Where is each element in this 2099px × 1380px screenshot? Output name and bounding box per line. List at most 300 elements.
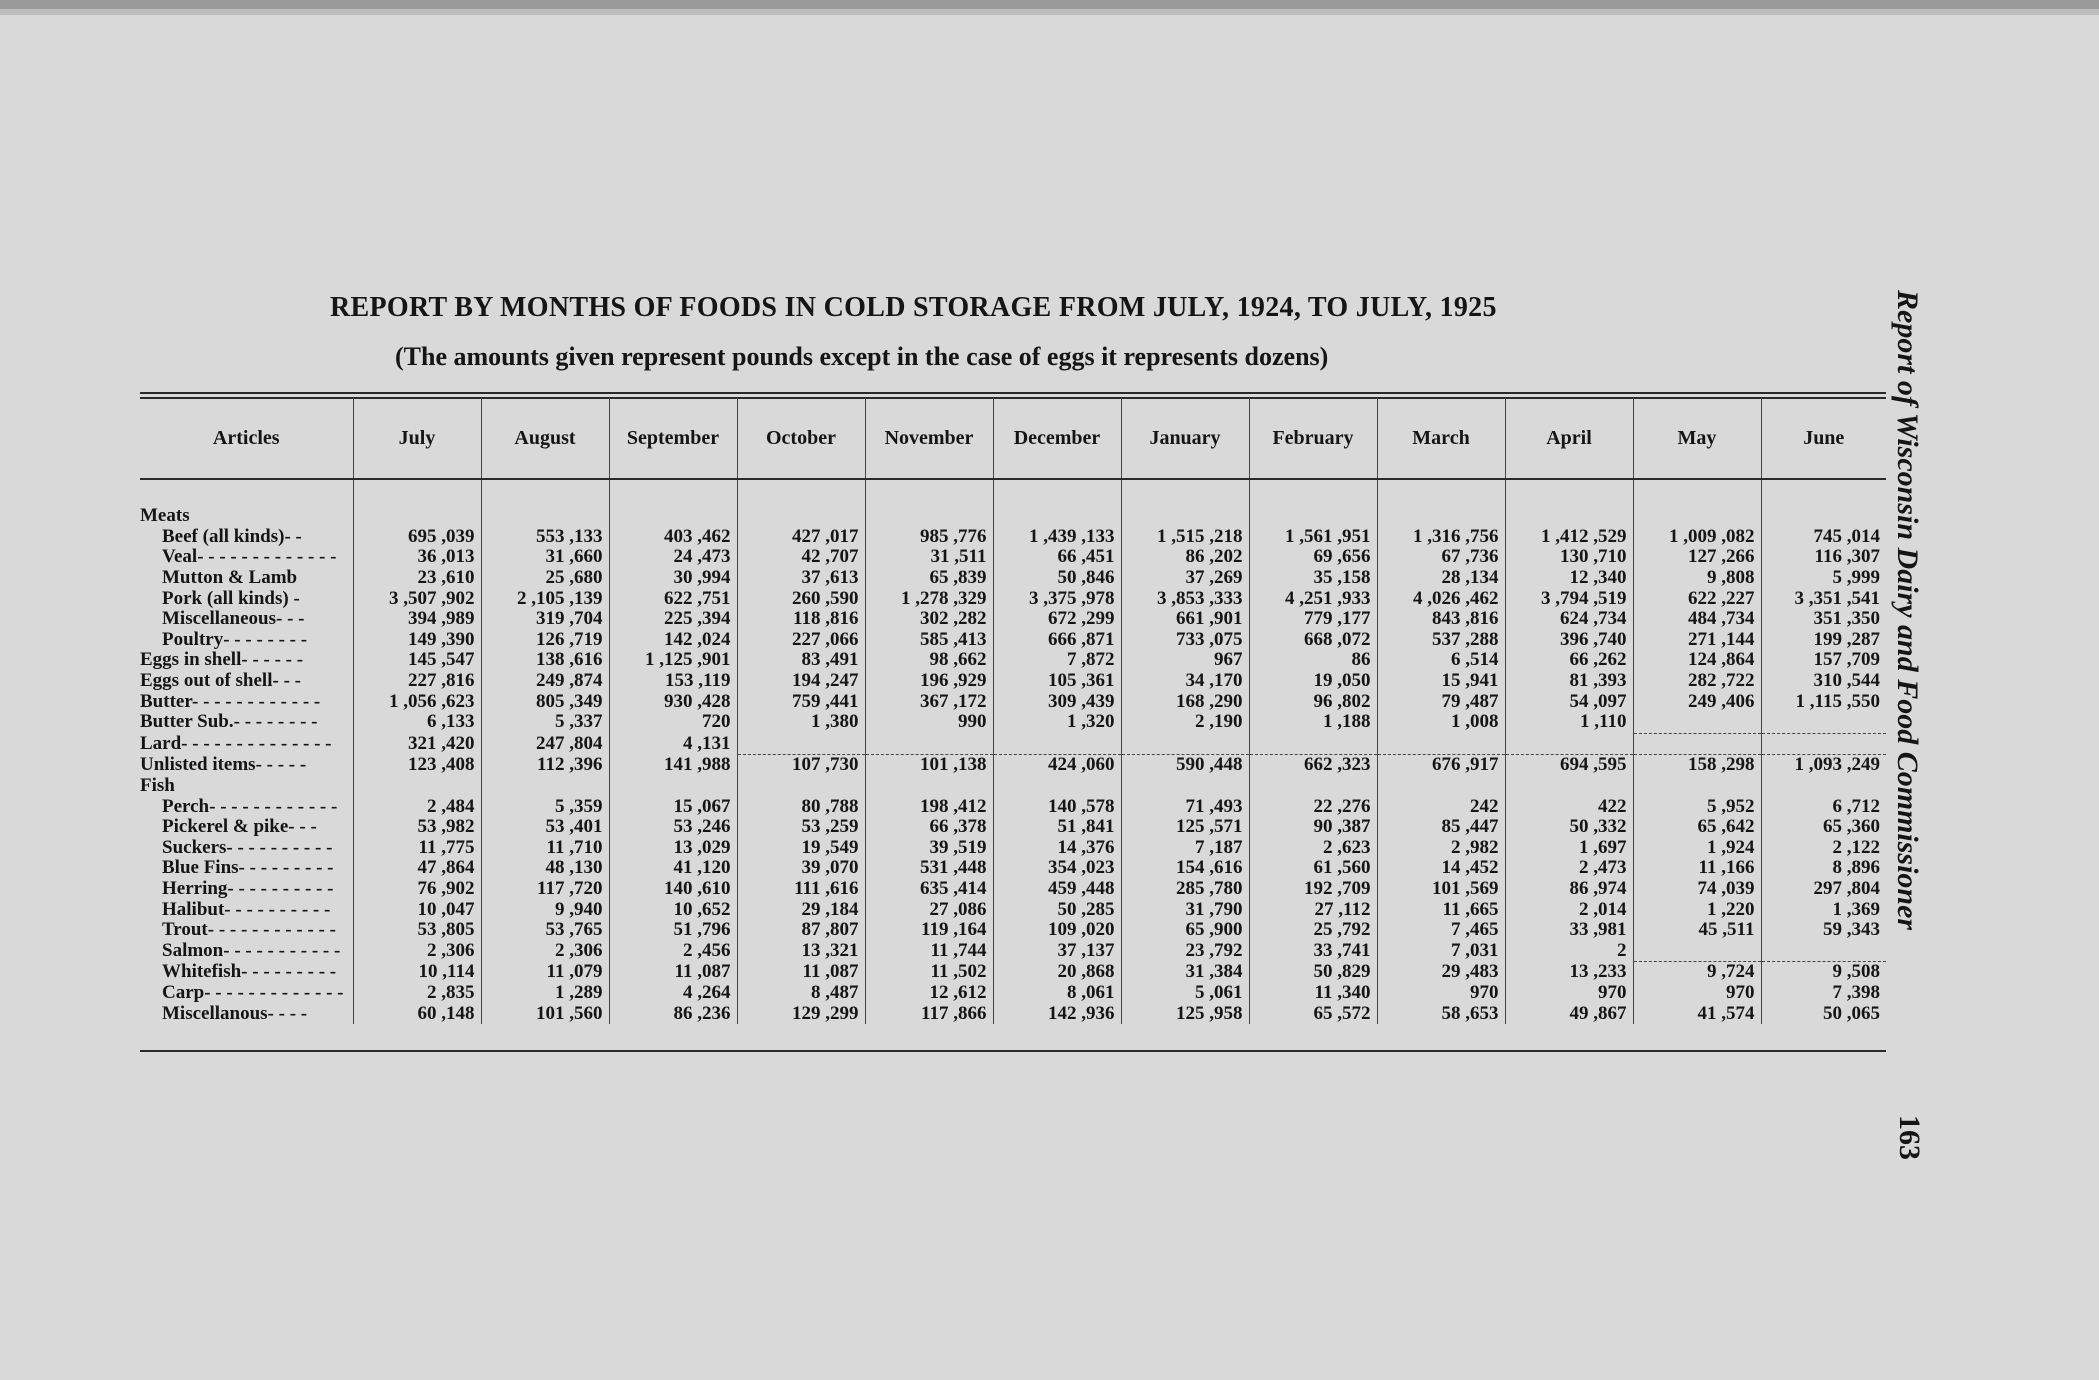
table-cell <box>1121 733 1249 755</box>
row-label: Herring- - - - - - - - - - <box>140 879 353 900</box>
table-cell: 1 ,380 <box>737 712 865 733</box>
table-cell: 11 ,744 <box>865 940 993 961</box>
header-may: May <box>1633 398 1761 479</box>
table-cell: 227 ,066 <box>737 630 865 651</box>
table-cell: 8 ,061 <box>993 983 1121 1004</box>
table-row <box>140 983 1886 1004</box>
row-label: Whitefish- - - - - - - - - <box>140 962 353 983</box>
table-cell: 2 ,105 ,139 <box>481 588 609 609</box>
table-cell: 65 ,642 <box>1633 817 1761 838</box>
table-cell: 96 ,802 <box>1249 691 1377 712</box>
table-cell: 37 ,269 <box>1121 568 1249 589</box>
table-cell: 1 ,188 <box>1249 712 1377 733</box>
row-label: Perch- - - - - - - - - - - - <box>140 796 353 817</box>
table-row <box>140 671 1886 692</box>
table-row <box>140 733 1886 755</box>
table-cell: 67 ,736 <box>1377 547 1505 568</box>
table-cell: 83 ,491 <box>737 650 865 671</box>
row-label: Beef (all kinds)- - <box>140 527 353 548</box>
table-row <box>140 962 1886 983</box>
spacer-row <box>140 479 1886 506</box>
header-september: September <box>609 398 737 479</box>
table-cell: 7 ,872 <box>993 650 1121 671</box>
table-cell: 10 ,047 <box>353 899 481 920</box>
table-cell: 7 ,398 <box>1832 981 1880 1003</box>
table-cell: 27 ,112 <box>1249 899 1377 920</box>
table-cell: 196 ,929 <box>865 671 993 692</box>
table-cell: 4 ,026 ,462 <box>1377 588 1505 609</box>
table-cell: 39 ,070 <box>737 858 865 879</box>
table-row <box>140 1003 1886 1024</box>
table-cell: 2 ,306 <box>353 940 481 961</box>
table-cell: 805 ,349 <box>481 691 609 712</box>
table-cell: 15 ,067 <box>609 796 737 817</box>
table-cell: 61 ,560 <box>1249 858 1377 879</box>
table-cell: 745 ,014 <box>1813 525 1880 547</box>
table-cell: 71 ,493 <box>1121 796 1249 817</box>
table-cell: 11 ,502 <box>865 962 993 983</box>
table-cell: 23 ,792 <box>1121 940 1249 961</box>
table-cell: 1 ,412 ,529 <box>1505 527 1633 548</box>
page-top-edge <box>0 0 2099 9</box>
table-cell: 11 ,087 <box>737 962 865 983</box>
table-cell: 227 ,816 <box>353 671 481 692</box>
table-cell: 247 ,804 <box>481 733 609 755</box>
table-cell: 53 ,982 <box>353 817 481 838</box>
table-cell: 192 ,709 <box>1249 879 1377 900</box>
table-cell: 282 ,722 <box>1633 671 1761 692</box>
table-cell: 53 ,401 <box>481 817 609 838</box>
table-cell: 47 ,864 <box>353 858 481 879</box>
table-cell: 11 ,665 <box>1377 899 1505 920</box>
table-cell: 424 ,060 <box>993 755 1121 776</box>
table-cell: 2 ,190 <box>1121 712 1249 733</box>
table-cell: 396 ,740 <box>1505 630 1633 651</box>
table-row <box>140 568 1886 589</box>
table-cell: 1 ,220 <box>1633 899 1761 920</box>
table-cell: 1 ,697 <box>1505 838 1633 859</box>
table-cell: 694 ,595 <box>1505 755 1633 776</box>
cold-storage-table <box>140 398 1886 1024</box>
table-cell: 69 ,656 <box>1249 547 1377 568</box>
page-number: 163 <box>1893 1115 1926 1160</box>
row-label: Blue Fins- - - - - - - - - <box>140 858 353 879</box>
row-label: Veal- - - - - - - - - - - - - <box>140 547 353 568</box>
table-cell: 86 ,236 <box>609 1003 737 1024</box>
table-cell: 8 ,487 <box>737 983 865 1004</box>
table-cell: 194 ,247 <box>737 671 865 692</box>
table-cell: 48 ,130 <box>481 858 609 879</box>
table-cell: 779 ,177 <box>1249 609 1377 630</box>
table-cell: 158 ,298 <box>1633 755 1761 776</box>
row-label: Suckers- - - - - - - - - - <box>140 838 353 859</box>
table-cell: 1 ,320 <box>993 712 1121 733</box>
table-cell: 666 ,871 <box>993 630 1121 651</box>
table-cell: 2 ,982 <box>1377 838 1505 859</box>
table-cell: 51 ,796 <box>609 920 737 941</box>
table-row <box>140 817 1886 838</box>
table-cell: 3 ,794 ,519 <box>1505 588 1633 609</box>
table-cell: 1 ,561 ,951 <box>1249 527 1377 548</box>
table-cell <box>1761 940 1886 961</box>
table-row <box>140 796 1886 817</box>
table-cell: 168 ,290 <box>1121 691 1249 712</box>
table-cell: 85 ,447 <box>1377 817 1505 838</box>
table-cell: 985 ,776 <box>865 527 993 548</box>
table-cell: 4 ,251 ,933 <box>1249 588 1377 609</box>
table-cell: 36 ,013 <box>353 547 481 568</box>
table-cell: 37 ,613 <box>737 568 865 589</box>
table-cell: 309 ,439 <box>993 691 1121 712</box>
table-cell: 427 ,017 <box>737 527 865 548</box>
table-cell: 930 ,428 <box>609 691 737 712</box>
table-cell: 41 ,574 <box>1633 1003 1761 1024</box>
header-january: January <box>1121 398 1249 479</box>
table-cell: 13 ,233 <box>1505 962 1633 983</box>
table-row <box>140 838 1886 859</box>
header-july: July <box>353 398 481 479</box>
row-label: Pickerel & pike- - - <box>140 817 353 838</box>
bottom-rule <box>140 1050 1886 1052</box>
row-label: Lard- - - - - - - - - - - - - - <box>140 733 353 755</box>
table-cell: 590 ,448 <box>1121 755 1249 776</box>
table-cell: 101 ,138 <box>865 755 993 776</box>
table-cell: 354 ,023 <box>993 858 1121 879</box>
table-cell: 87 ,807 <box>737 920 865 941</box>
table-cell: 733 ,075 <box>1121 630 1249 651</box>
table-cell: 25 ,792 <box>1249 920 1377 941</box>
table-cell: 2 ,122 <box>1832 836 1880 858</box>
table-cell: 98 ,662 <box>865 650 993 671</box>
section-label: Fish <box>140 776 353 797</box>
table-cell: 80 ,788 <box>737 796 865 817</box>
table-cell <box>1633 712 1761 733</box>
row-label: Miscellaneous- - - <box>140 609 353 630</box>
table-cell: 23 ,610 <box>353 568 481 589</box>
table-cell: 11 ,710 <box>481 838 609 859</box>
table-cell: 127 ,266 <box>1633 547 1761 568</box>
table-cell: 45 ,511 <box>1633 920 1761 941</box>
row-label: Trout- - - - - - - - - - - - <box>140 920 353 941</box>
table-cell: 13 ,321 <box>737 940 865 961</box>
table-cell: 157 ,709 <box>1813 649 1880 671</box>
table-cell: 118 ,816 <box>737 609 865 630</box>
table-cell: 50 ,065 <box>1823 1002 1880 1024</box>
table-cell: 126 ,719 <box>481 630 609 651</box>
table-cell: 4 ,264 <box>609 983 737 1004</box>
table-cell: 53 ,246 <box>609 817 737 838</box>
table-cell: 123 ,408 <box>353 755 481 776</box>
table-row <box>140 712 1886 733</box>
table-cell: 117 ,866 <box>865 1003 993 1024</box>
table-cell: 101 ,560 <box>481 1003 609 1024</box>
table-cell: 153 ,119 <box>609 671 737 692</box>
header-august: August <box>481 398 609 479</box>
table-cell: 6 ,712 <box>1832 795 1880 817</box>
table-cell: 2 ,835 <box>353 983 481 1004</box>
table-cell <box>865 733 993 755</box>
table-cell: 321 ,420 <box>353 733 481 755</box>
row-label: Pork (all kinds) - <box>140 588 353 609</box>
table-cell: 53 ,765 <box>481 920 609 941</box>
table-cell: 668 ,072 <box>1249 630 1377 651</box>
table-cell: 140 ,610 <box>609 879 737 900</box>
table-cell: 31 ,660 <box>481 547 609 568</box>
table-cell: 585 ,413 <box>865 630 993 651</box>
row-label: Carp- - - - - - - - - - - - - <box>140 983 353 1004</box>
header-february: February <box>1249 398 1377 479</box>
table-cell: 30 ,994 <box>609 568 737 589</box>
table-row <box>140 858 1886 879</box>
header-april: April <box>1505 398 1633 479</box>
table-cell: 50 ,332 <box>1505 817 1633 838</box>
table-cell: 31 ,790 <box>1121 899 1249 920</box>
table-cell: 65 ,360 <box>1823 816 1880 838</box>
table-cell <box>1761 712 1886 733</box>
table-cell: 695 ,039 <box>353 527 481 548</box>
table-cell: 531 ,448 <box>865 858 993 879</box>
table-cell: 242 <box>1377 796 1505 817</box>
table-cell: 65 ,900 <box>1121 920 1249 941</box>
table-cell: 1 ,093 ,249 <box>1794 754 1880 776</box>
top-double-rule <box>140 392 1886 394</box>
table-cell: 12 ,340 <box>1505 568 1633 589</box>
table-cell <box>1633 940 1761 961</box>
table-cell: 8 ,896 <box>1832 857 1880 879</box>
table-cell: 622 ,751 <box>609 588 737 609</box>
table-cell: 1 ,110 <box>1505 712 1633 733</box>
table-cell: 624 ,734 <box>1505 609 1633 630</box>
table-row <box>140 588 1886 609</box>
table-cell: 50 ,846 <box>993 568 1121 589</box>
table-cell: 105 ,361 <box>993 671 1121 692</box>
table-cell: 74 ,039 <box>1633 879 1761 900</box>
table-cell: 720 <box>609 712 737 733</box>
table-cell: 6 ,133 <box>353 712 481 733</box>
table-cell: 198 ,412 <box>865 796 993 817</box>
table-cell: 51 ,841 <box>993 817 1121 838</box>
table-row <box>140 940 1886 961</box>
table-cell: 1 ,056 ,623 <box>353 691 481 712</box>
table-cell: 101 ,569 <box>1377 879 1505 900</box>
table-cell: 351 ,350 <box>1813 608 1880 630</box>
row-label: Miscellanous- - - - <box>140 1003 353 1024</box>
table-cell: 145 ,547 <box>353 650 481 671</box>
table-cell: 622 ,227 <box>1633 588 1761 609</box>
table-cell: 124 ,864 <box>1633 650 1761 671</box>
table-cell: 109 ,020 <box>993 920 1121 941</box>
table-cell: 31 ,384 <box>1121 962 1249 983</box>
table-cell: 66 ,378 <box>865 817 993 838</box>
row-label: Butter- - - - - - - - - - - - <box>140 691 353 712</box>
table-cell: 111 ,616 <box>737 879 865 900</box>
table-row <box>140 630 1886 651</box>
table-cell: 25 ,680 <box>481 568 609 589</box>
table-cell: 34 ,170 <box>1121 671 1249 692</box>
table-cell: 53 ,259 <box>737 817 865 838</box>
table-cell: 9 ,808 <box>1633 568 1761 589</box>
table-cell: 138 ,616 <box>481 650 609 671</box>
table-cell: 537 ,288 <box>1377 630 1505 651</box>
table-cell: 7 ,031 <box>1377 940 1505 961</box>
table-cell: 484 ,734 <box>1633 609 1761 630</box>
table-cell: 19 ,549 <box>737 838 865 859</box>
table-cell: 125 ,571 <box>1121 817 1249 838</box>
table-cell: 11 ,087 <box>609 962 737 983</box>
table-cell: 11 ,079 <box>481 962 609 983</box>
header-october: October <box>737 398 865 479</box>
table-cell: 10 ,114 <box>353 962 481 983</box>
table-cell: 7 ,187 <box>1121 838 1249 859</box>
table-cell: 66 ,262 <box>1505 650 1633 671</box>
table-cell: 3 ,853 ,333 <box>1121 588 1249 609</box>
table-cell: 1 ,369 <box>1832 898 1880 920</box>
table-cell: 260 ,590 <box>737 588 865 609</box>
table-cell: 6 ,514 <box>1377 650 1505 671</box>
table-cell: 140 ,578 <box>993 796 1121 817</box>
table-cell: 661 ,901 <box>1121 609 1249 630</box>
table-cell: 107 ,730 <box>737 755 865 776</box>
table-row <box>140 527 1886 548</box>
table-cell: 1 ,924 <box>1633 838 1761 859</box>
header-march: March <box>1377 398 1505 479</box>
table-cell: 35 ,158 <box>1249 568 1377 589</box>
table-cell: 1 ,289 <box>481 983 609 1004</box>
table-cell: 310 ,544 <box>1813 670 1880 692</box>
table-cell: 11 ,340 <box>1249 983 1377 1004</box>
table-cell: 7 ,465 <box>1377 920 1505 941</box>
table-cell <box>1761 733 1886 755</box>
table-row <box>140 879 1886 900</box>
table-cell: 79 ,487 <box>1377 691 1505 712</box>
table-row <box>140 650 1886 671</box>
header-june: June <box>1761 398 1886 479</box>
table-cell: 2 ,473 <box>1505 858 1633 879</box>
table-cell: 285 ,780 <box>1121 879 1249 900</box>
table-cell: 843 ,816 <box>1377 609 1505 630</box>
table-cell: 672 ,299 <box>993 609 1121 630</box>
table-cell: 60 ,148 <box>353 1003 481 1024</box>
table-cell: 33 ,981 <box>1505 920 1633 941</box>
table-cell: 5 ,337 <box>481 712 609 733</box>
table-cell: 86 <box>1249 650 1377 671</box>
table-cell: 66 ,451 <box>993 547 1121 568</box>
table-cell: 112 ,396 <box>481 755 609 776</box>
table-cell: 635 ,414 <box>865 879 993 900</box>
table-cell: 86 ,974 <box>1505 879 1633 900</box>
table-cell: 65 ,572 <box>1249 1003 1377 1024</box>
section-header-row <box>140 776 1886 797</box>
table-cell: 9 ,724 <box>1633 962 1761 983</box>
table-cell: 1 ,125 ,901 <box>609 650 737 671</box>
table-cell: 297 ,804 <box>1813 877 1880 899</box>
table-cell: 302 ,282 <box>865 609 993 630</box>
table-cell: 4 ,131 <box>609 733 737 755</box>
table-cell: 33 ,741 <box>1249 940 1377 961</box>
table-cell <box>1633 733 1761 755</box>
table-cell: 13 ,029 <box>609 838 737 859</box>
table-cell: 662 ,323 <box>1249 755 1377 776</box>
table-cell: 76 ,902 <box>353 879 481 900</box>
table-cell: 553 ,133 <box>481 527 609 548</box>
table-cell: 5 ,061 <box>1121 983 1249 1004</box>
row-label: Butter Sub.- - - - - - - - <box>140 712 353 733</box>
row-label: Salmon- - - - - - - - - - - <box>140 940 353 961</box>
table-cell: 20 ,868 <box>993 962 1121 983</box>
table-cell: 14 ,376 <box>993 838 1121 859</box>
table-cell: 14 ,452 <box>1377 858 1505 879</box>
page-top-shadow <box>0 9 2099 15</box>
table-cell: 141 ,988 <box>609 755 737 776</box>
table-cell: 22 ,276 <box>1249 796 1377 817</box>
table-cell: 142 ,024 <box>609 630 737 651</box>
table-row <box>140 547 1886 568</box>
table-cell: 15 ,941 <box>1377 671 1505 692</box>
table-cell: 31 ,511 <box>865 547 993 568</box>
table-cell: 28 ,134 <box>1377 568 1505 589</box>
table-cell: 970 <box>1633 983 1761 1004</box>
table-cell: 367 ,172 <box>865 691 993 712</box>
table-cell: 2 ,623 <box>1249 838 1377 859</box>
table-cell: 65 ,839 <box>865 568 993 589</box>
table-cell: 81 ,393 <box>1505 671 1633 692</box>
table-row <box>140 755 1886 776</box>
table-cell <box>737 733 865 755</box>
table-cell: 2 <box>1505 940 1633 961</box>
table-row <box>140 609 1886 630</box>
table-cell: 41 ,120 <box>609 858 737 879</box>
table-cell: 116 ,307 <box>1814 546 1880 568</box>
table-cell: 154 ,616 <box>1121 858 1249 879</box>
table-cell: 422 <box>1505 796 1633 817</box>
table-cell: 225 ,394 <box>609 609 737 630</box>
table-cell: 117 ,720 <box>481 879 609 900</box>
table-cell: 42 ,707 <box>737 547 865 568</box>
table-cell: 39 ,519 <box>865 838 993 859</box>
table-cell: 1 ,316 ,756 <box>1377 527 1505 548</box>
table-cell: 49 ,867 <box>1505 1003 1633 1024</box>
table-cell: 3 ,351 ,541 <box>1794 587 1880 609</box>
table-cell: 271 ,144 <box>1633 630 1761 651</box>
table-cell: 29 ,483 <box>1377 962 1505 983</box>
table-row <box>140 920 1886 941</box>
table-cell: 3 ,507 ,902 <box>353 588 481 609</box>
table-cell: 967 <box>1121 650 1249 671</box>
report-title: REPORT BY MONTHS OF FOODS IN COLD STORAGE FROM JULY, 1924, TO JULY, 1925 <box>330 292 1497 323</box>
table-cell: 129 ,299 <box>737 1003 865 1024</box>
table-cell: 9 ,940 <box>481 899 609 920</box>
table-cell: 50 ,829 <box>1249 962 1377 983</box>
table-cell: 1 ,009 ,082 <box>1633 527 1761 548</box>
row-label: Mutton & Lamb <box>140 568 353 589</box>
table-cell: 12 ,612 <box>865 983 993 1004</box>
table-cell: 249 ,406 <box>1633 691 1761 712</box>
table-body <box>140 479 1886 1024</box>
table-cell: 53 ,805 <box>353 920 481 941</box>
table-cell: 2 ,306 <box>481 940 609 961</box>
table-cell <box>993 733 1121 755</box>
table-cell: 2 ,456 <box>609 940 737 961</box>
row-label: Eggs out of shell- - - <box>140 671 353 692</box>
header-december: December <box>993 398 1121 479</box>
header-november: November <box>865 398 993 479</box>
table-cell: 125 ,958 <box>1121 1003 1249 1024</box>
table-cell: 11 ,166 <box>1633 858 1761 879</box>
report-subtitle: (The amounts given represent pounds except in the case of eggs it represents dozens) <box>395 342 1329 371</box>
table-cell: 10 ,652 <box>609 899 737 920</box>
table-cell: 759 ,441 <box>737 691 865 712</box>
table-cell: 54 ,097 <box>1505 691 1633 712</box>
